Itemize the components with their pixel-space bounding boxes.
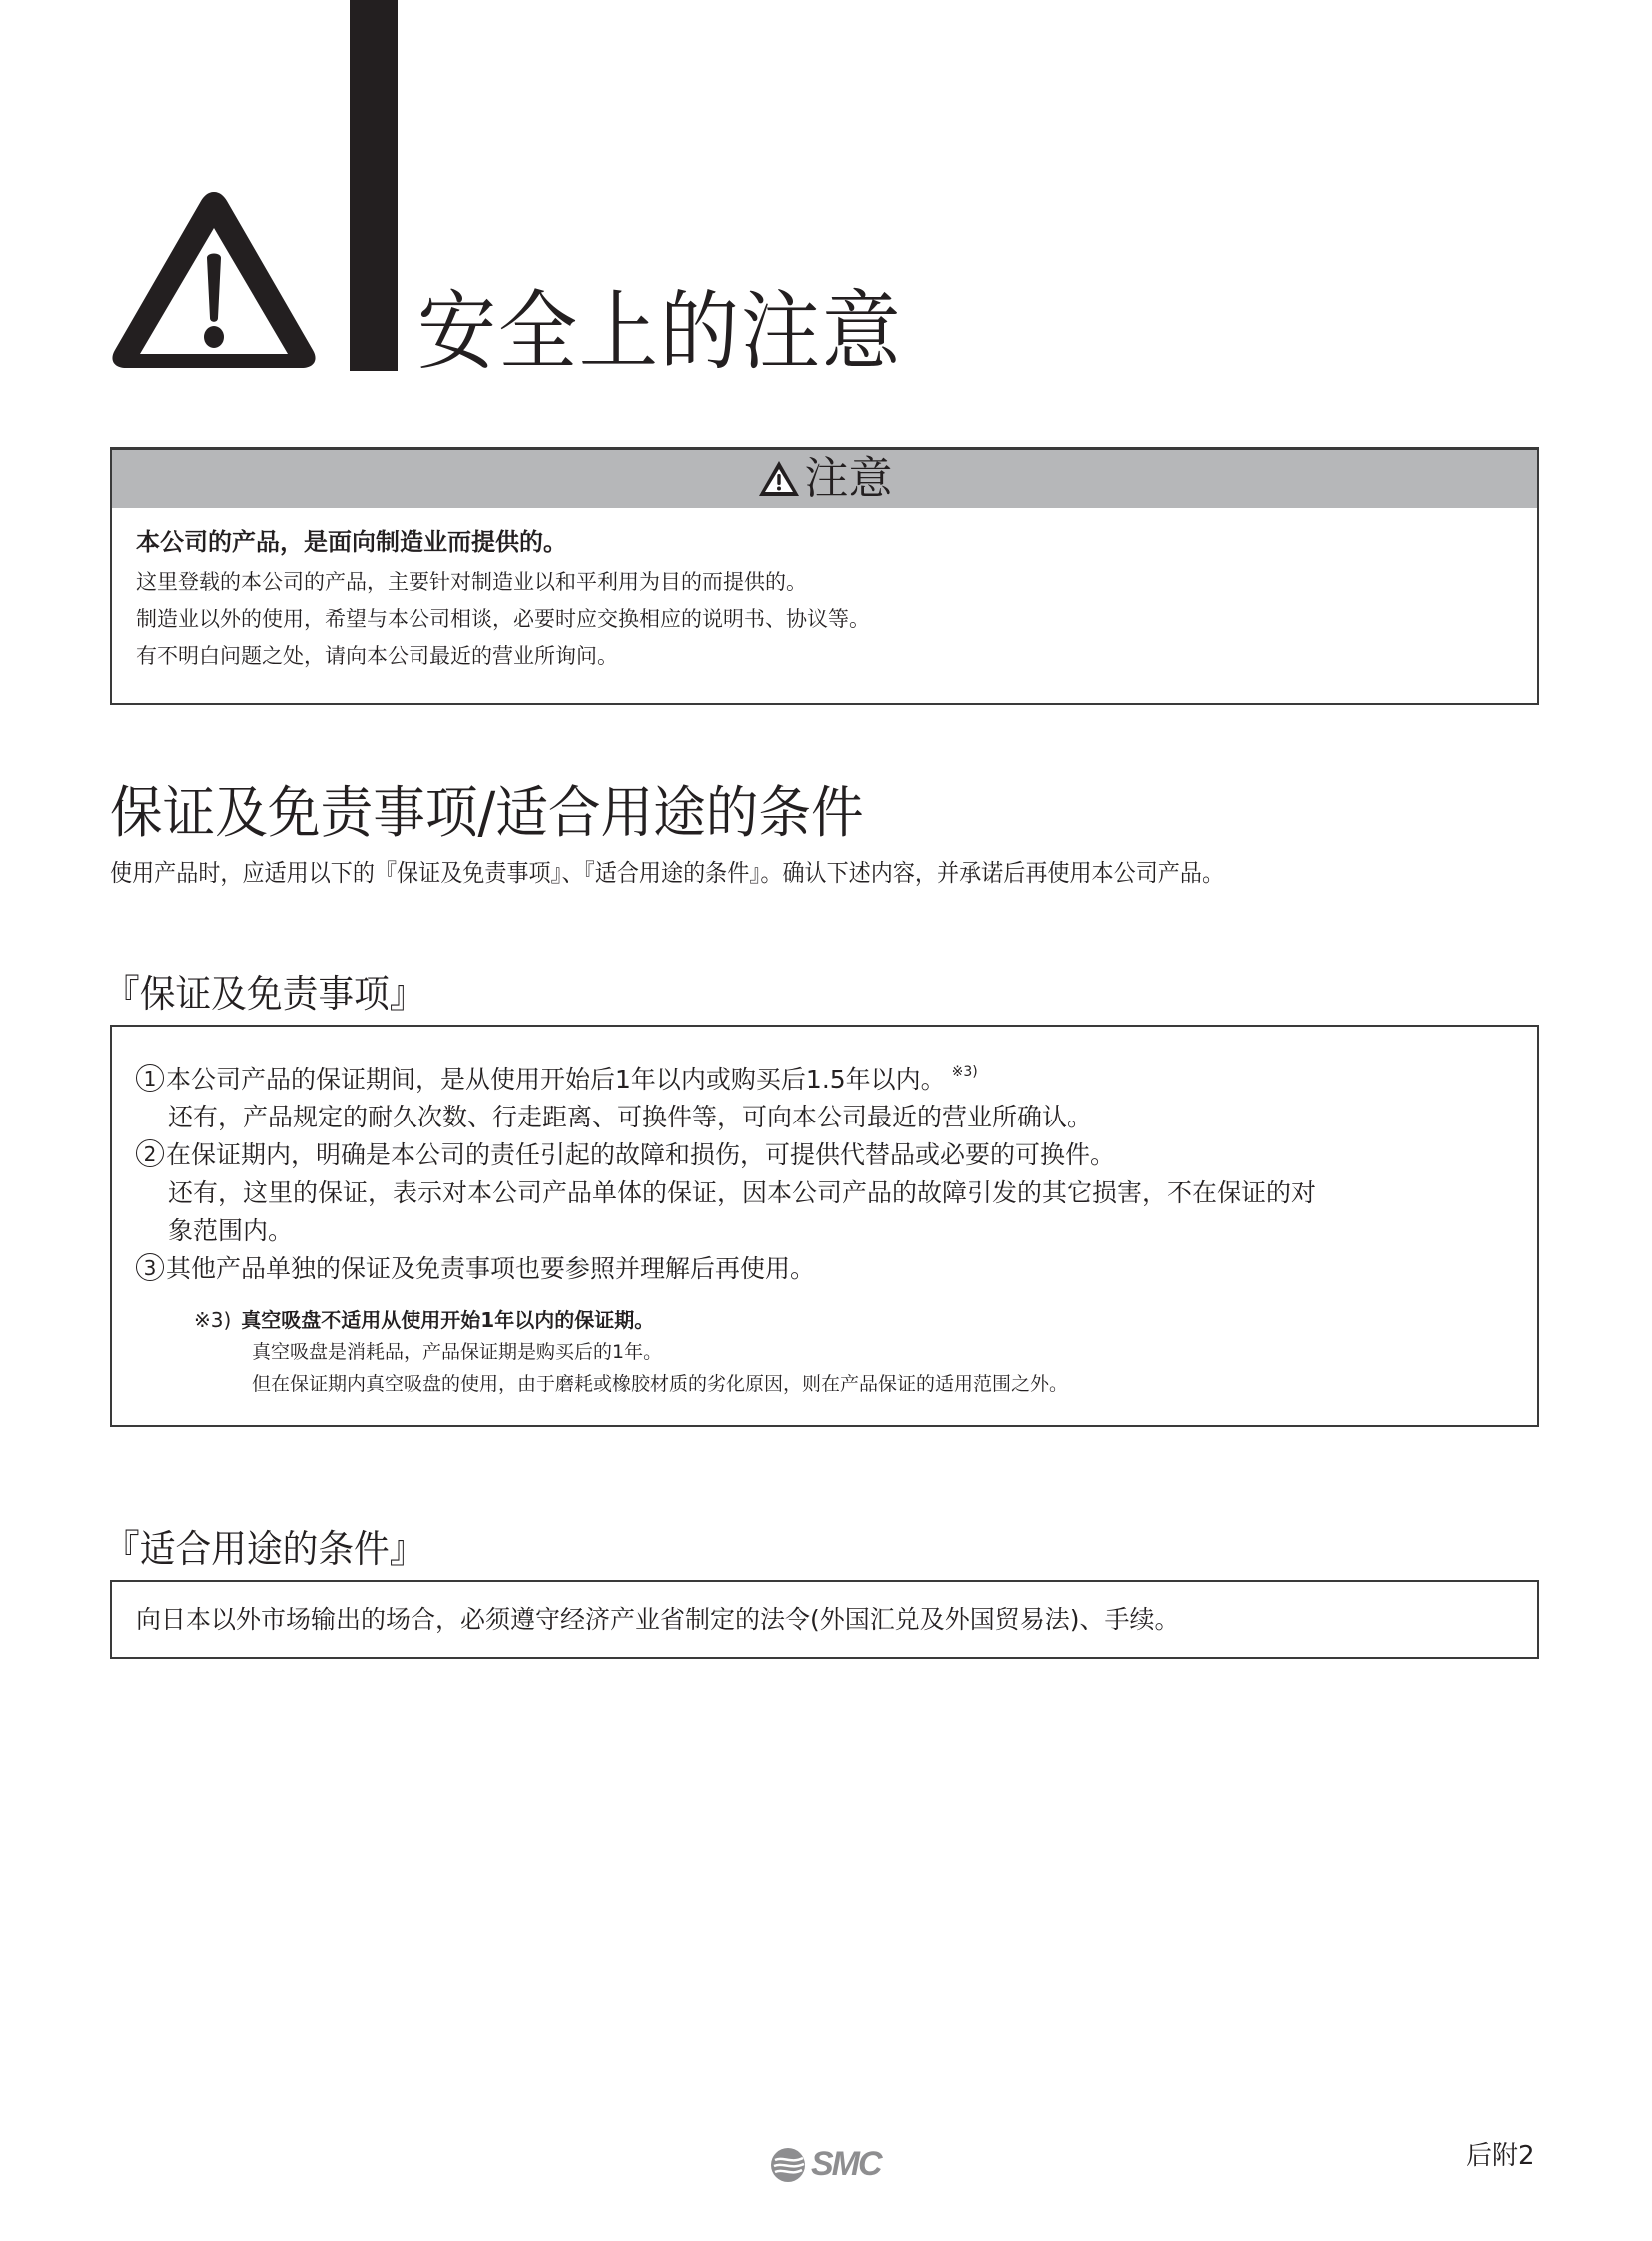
circled-number: 1 <box>136 1064 164 1092</box>
footnote-label: ※3) <box>194 1308 232 1332</box>
warranty-box <box>110 1025 1539 1427</box>
caution-header <box>112 450 1537 508</box>
warranty-item-text: 本公司产品的保证期间，是从使用开始后1年以内或购买后1.5年以内。 <box>166 1065 946 1094</box>
footnote-block <box>194 1304 1513 1400</box>
warranty-item-2 <box>136 1136 1513 1174</box>
caution-box <box>110 447 1539 705</box>
page-title: 安全上的注意 <box>417 282 903 381</box>
page-number: 后附2 <box>1466 2141 1535 2171</box>
smc-logo-text: SMC <box>811 2145 881 2183</box>
smc-logo-icon <box>769 2146 809 2184</box>
warranty-item-3 <box>136 1250 1513 1288</box>
caution-line: 制造业以外的使用，希望与本公司相谈，必要时应交换相应的说明书、协议等。 <box>136 607 870 631</box>
circled-number: 3 <box>136 1253 164 1281</box>
circled-number: 2 <box>136 1139 164 1167</box>
caution-lead: 本公司的产品，是面向制造业而提供的。 <box>136 528 567 556</box>
footnote-line: 真空吸盘是消耗品，产品保证期是购买后的1年。 <box>252 1341 663 1363</box>
title-accent-bar <box>350 0 398 371</box>
caution-line: 这里登载的本公司的产品，主要针对制造业以和平利用为目的而提供的。 <box>136 570 807 594</box>
caution-header-label: 注意 <box>804 453 893 504</box>
conditions-title: 『适合用途的条件』 <box>104 1527 425 1571</box>
conditions-text: 向日本以外市场输出的场合，必须遵守经济产业省制定的法令(外国汇兑及外国贸易法)、手续。 <box>136 1604 1180 1634</box>
footnote-line: 但在保证期内真空吸盘的使用，由于磨耗或橡胶材质的劣化原因，则在产品保证的适用范围之外。 <box>252 1373 1069 1395</box>
warranty-item-1 <box>136 1053 1513 1099</box>
warranty-item-text: 其他产品单独的保证及免责事项也要参照并理解后再使用。 <box>166 1254 816 1283</box>
footnote-lead <box>194 1304 1513 1336</box>
caution-line: 有不明白问题之处，请向本公司最近的营业所询问。 <box>136 644 618 668</box>
warranty-title: 『保证及免责事项』 <box>104 972 425 1016</box>
smc-logo <box>769 2145 881 2184</box>
conditions-box <box>110 1580 1539 1659</box>
section-title: 保证及免责事项/适合用途的条件 <box>110 781 864 846</box>
warranty-item-text: 在保证期内，明确是本公司的责任引起的故障和损伤，可提供代替品或必要的可换件。 <box>166 1140 1116 1169</box>
warranty-item-sub: 象范围内。 <box>168 1216 294 1245</box>
caution-body <box>112 508 1537 675</box>
section-intro: 使用产品时，应适用以下的『保证及免责事项』、『适合用途的条件』。确认下述内容，并承诺后再使用本公司产品。 <box>110 859 1225 887</box>
warranty-item-sub: 还有，这里的保证，表示对本公司产品单体的保证，因本公司产品的故障引发的其它损害，不在保证的对 <box>168 1178 1317 1207</box>
warning-triangle-icon <box>108 186 320 372</box>
warranty-item-sub: 还有，产品规定的耐久次数、行走距离、可换件等，可向本公司最近的营业所确认。 <box>168 1103 1093 1131</box>
footnote-lead-text: 真空吸盘不适用从使用开始1年以内的保证期。 <box>241 1308 655 1332</box>
footnote-ref: ※3) <box>951 1064 978 1080</box>
warning-triangle-icon <box>757 459 801 499</box>
